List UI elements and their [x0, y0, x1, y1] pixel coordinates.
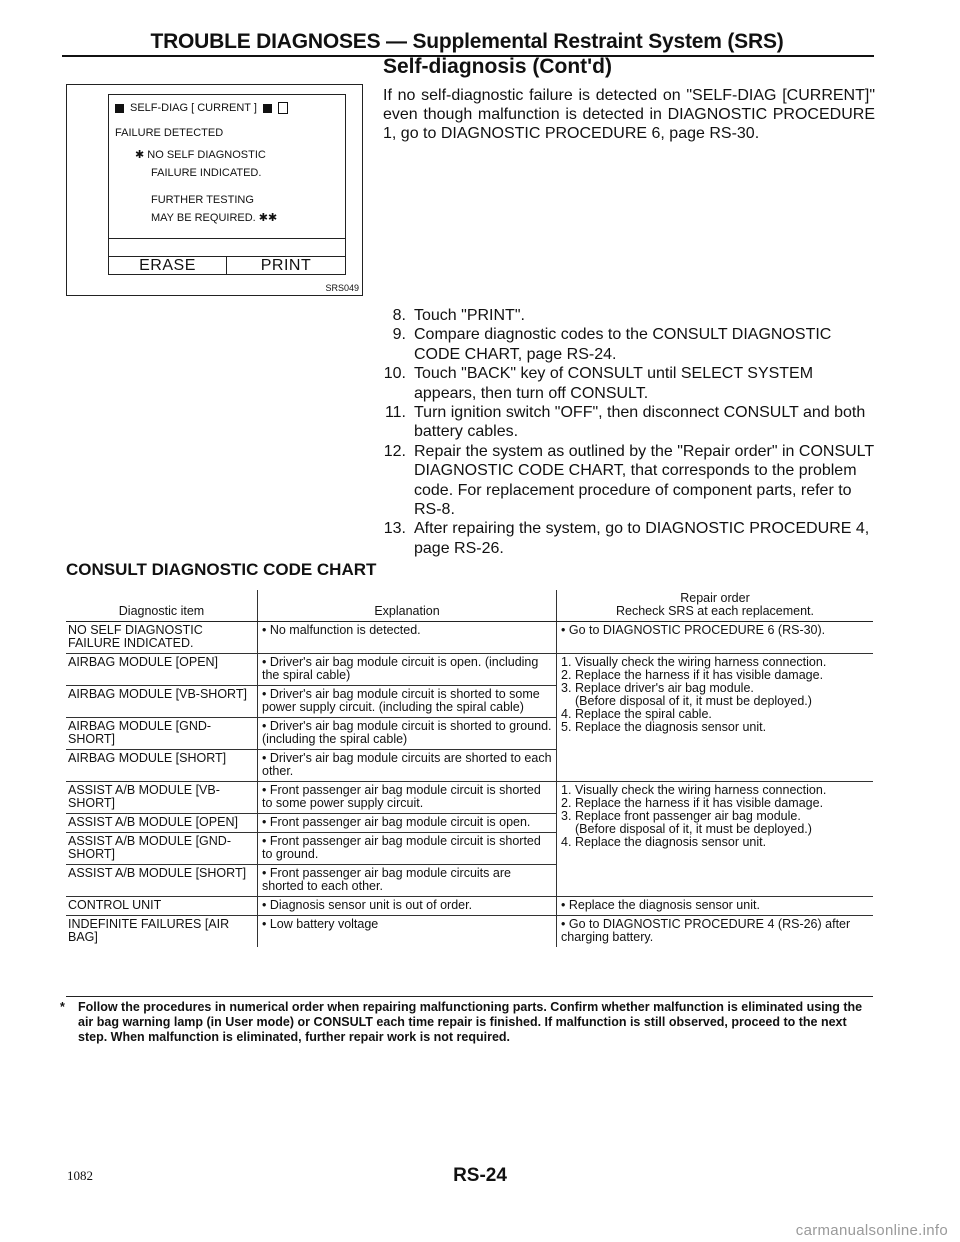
repair-order-cell: • Go to DIAGNOSTIC PROCEDURE 4 (RS-26) after charging battery.	[557, 916, 874, 948]
code-chart-title: CONSULT DIAGNOSTIC CODE CHART	[66, 560, 377, 579]
screen-line: FAILURE DETECTED	[115, 127, 224, 139]
screen-title: SELF-DIAG [ CURRENT ]	[130, 102, 257, 114]
diagnostic-item-cell: AIRBAG MODULE [SHORT]	[66, 750, 258, 782]
diagnostic-item-cell: ASSIST A/B MODULE [OPEN]	[66, 814, 258, 833]
diagnostic-item-cell: INDEFINITE FAILURES [AIR BAG]	[66, 916, 258, 948]
print-button[interactable]: PRINT	[226, 256, 346, 275]
watermark: carmanualsonline.info	[795, 1222, 948, 1239]
list-item: 1. Visually check the wiring harness connection.	[561, 655, 827, 669]
table-row	[66, 916, 873, 948]
diagnostic-code-table	[66, 590, 873, 947]
table-row	[66, 622, 873, 654]
explanation-cell: • Front passenger air bag module circuit is open.	[258, 814, 557, 833]
step-number: 12.	[383, 442, 406, 460]
intro-paragraph: If no self-diagnostic failure is detected on "SELF-DIAG [CURRENT]" even though malfunction is detected in DIAGNOSTIC PROCEDURE 1, go to DIAGNOSTIC PROCEDURE 6, page RS-30.	[383, 87, 875, 142]
explanation-cell: • Front passenger air bag module circuit is shorted to ground.	[258, 833, 557, 865]
footnote	[60, 1000, 874, 1045]
table-bottom-rule	[66, 996, 873, 997]
diagnostic-item-cell: AIRBAG MODULE [GND-SHORT]	[66, 718, 258, 750]
driver-repair-list	[561, 656, 869, 734]
list-item: 3. Replace front passenger air bag module.	[561, 809, 801, 823]
step-text: Touch "BACK" key of CONSULT until SELECT SYSTEM appears, then turn off CONSULT.	[414, 365, 814, 402]
filled-square-icon	[115, 104, 124, 113]
passenger-repair-list	[561, 784, 869, 849]
step-item	[368, 306, 878, 325]
step-item	[368, 403, 878, 442]
screen-line: FURTHER TESTING	[151, 194, 254, 206]
repair-order-cell	[557, 782, 874, 897]
list-item: 3. Replace driver's air bag module.	[561, 681, 754, 695]
list-item: (Before disposal of it, it must be deployed.)	[575, 694, 812, 708]
footnote-text: Follow the procedures in numerical order when repairing malfunctioning parts. Confirm whether malfunction is eliminated using the air bag warning lamp (in User mode) or CONSULT each time repair is finished. If malfunction is still observed, proceed to the next step. When malfunction is eliminated, further repair work is not required.	[78, 1000, 863, 1044]
screen-line: MAY BE REQUIRED. ✱✱	[151, 212, 278, 224]
list-item: 4. Replace the spiral cable.	[561, 707, 712, 721]
step-item	[368, 442, 878, 520]
section-subtitle: Self-diagnosis (Cont'd)	[383, 55, 612, 78]
repair-order-cell: • Go to DIAGNOSTIC PROCEDURE 6 (RS-30).	[557, 622, 874, 654]
header-repair-order	[557, 590, 874, 622]
diagnostic-item-cell: AIRBAG MODULE [OPEN]	[66, 654, 258, 686]
table-row	[66, 654, 873, 686]
step-text: Turn ignition switch "OFF", then disconnect CONSULT and both battery cables.	[414, 404, 866, 441]
step-text: After repairing the system, go to DIAGNOSTIC PROCEDURE 4, page RS-26.	[414, 520, 870, 557]
step-item	[368, 325, 878, 364]
filled-square-icon	[263, 104, 272, 113]
step-number: 9.	[392, 326, 406, 344]
page-label: RS-24	[453, 1165, 507, 1186]
diagnostic-item-cell: NO SELF DIAGNOSTIC FAILURE INDICATED.	[68, 623, 203, 650]
screen-line: FAILURE INDICATED.	[151, 167, 262, 179]
erase-button[interactable]: ERASE	[108, 256, 227, 275]
figure-code: SRS049	[325, 283, 359, 293]
repair-order-label: Repair order	[680, 591, 750, 605]
list-item: 2. Replace the harness if it has visible damage.	[561, 668, 824, 682]
step-number: 13.	[383, 520, 406, 538]
diagnostic-item-cell: ASSIST A/B MODULE [GND-SHORT]	[66, 833, 258, 865]
explanation-cell: • No malfunction is detected.	[258, 622, 557, 654]
table-header-row	[66, 590, 873, 622]
explanation-cell: • Diagnosis sensor unit is out of order.	[258, 897, 557, 916]
open-square-icon	[278, 102, 288, 114]
list-item: 2. Replace the harness if it has visible damage.	[561, 796, 824, 810]
header-diagnostic-item: Diagnostic item	[66, 590, 258, 622]
explanation-cell: • Front passenger air bag module circuits are shorted to each other.	[258, 865, 557, 897]
list-item: 5. Replace the diagnosis sensor unit.	[561, 720, 767, 734]
explanation-cell: • Low battery voltage	[258, 916, 557, 948]
header-explanation: Explanation	[258, 590, 557, 622]
screen-divider	[109, 238, 345, 239]
table-row	[66, 897, 873, 916]
step-number: 11.	[384, 404, 406, 422]
explanation-cell: • Driver's air bag module circuit is shorted to ground. (including the spiral cable)	[258, 718, 557, 750]
consult-screen-display	[108, 94, 346, 257]
step-number: 8.	[392, 307, 406, 324]
page-number: 1082	[67, 1168, 93, 1183]
page-header-title: TROUBLE DIAGNOSES — Supplemental Restraint System (SRS)	[150, 30, 784, 53]
explanation-cell: • Front passenger air bag module circuit is shorted to some power supply circuit.	[258, 782, 557, 814]
explanation-cell: • Driver's air bag module circuits are shorted to each other.	[258, 750, 557, 782]
list-item: 4. Replace the diagnosis sensor unit.	[561, 835, 767, 849]
explanation-cell: • Driver's air bag module circuit is open. (including the spiral cable)	[258, 654, 557, 686]
diagnostic-item-cell: ASSIST A/B MODULE [VB-SHORT]	[66, 782, 258, 814]
diagnostic-item-cell: AIRBAG MODULE [VB-SHORT]	[66, 686, 258, 718]
screen-title-row	[115, 101, 288, 115]
consult-screen-illustration	[66, 84, 363, 296]
repair-order-cell	[557, 654, 874, 782]
step-text: Touch "PRINT".	[414, 307, 525, 324]
procedure-steps	[368, 306, 878, 558]
table-row	[66, 782, 873, 814]
repair-order-note: Recheck SRS at each replacement.	[615, 604, 815, 618]
list-item: 1. Visually check the wiring harness connection.	[561, 783, 827, 797]
step-item	[368, 364, 878, 403]
step-item	[368, 519, 878, 558]
diagnostic-item-cell: ASSIST A/B MODULE [SHORT]	[66, 865, 258, 897]
footnote-mark: *	[60, 1000, 65, 1014]
list-item: (Before disposal of it, it must be deployed.)	[575, 822, 812, 836]
step-text: Repair the system as outlined by the "Repair order" in CONSULT DIAGNOSTIC CODE CHART, that corresponds to the problem code. For replacement procedure of component parts, refer to RS-8.	[414, 442, 874, 519]
diagnostic-item-cell: CONTROL UNIT	[66, 897, 258, 916]
step-number: 10.	[383, 365, 406, 383]
step-text: Compare diagnostic codes to the CONSULT DIAGNOSTIC CODE CHART, page RS-24.	[414, 326, 832, 363]
screen-line: ✱ NO SELF DIAGNOSTIC	[135, 149, 266, 161]
repair-order-cell: • Replace the diagnosis sensor unit.	[557, 897, 874, 916]
explanation-cell: • Driver's air bag module circuit is shorted to some power supply circuit. (including the spiral cable)	[258, 686, 557, 718]
